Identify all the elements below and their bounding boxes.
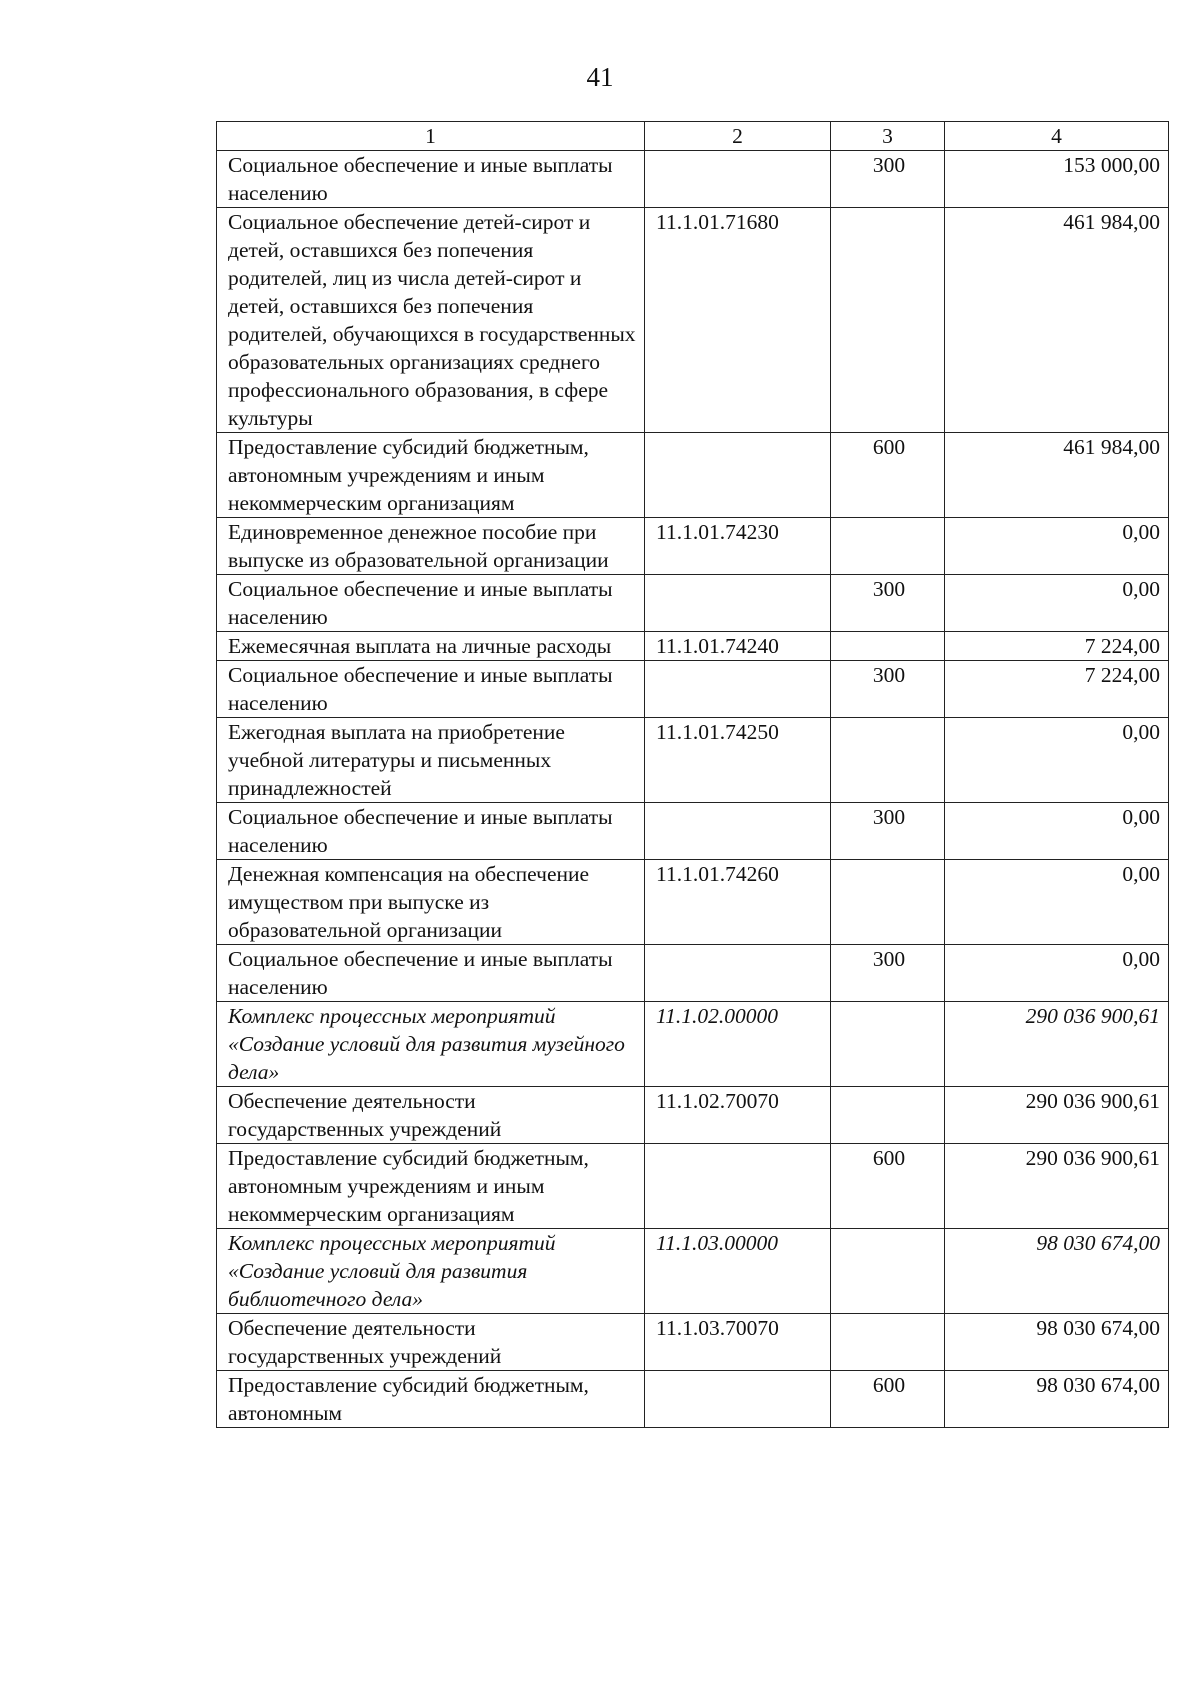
row-amount-cell: 7 224,00 — [945, 661, 1169, 718]
row-name-cell: Комплекс процессных мероприятий «Создание условий для развития музейного дела» — [217, 1002, 645, 1087]
row-amount-cell: 98 030 674,00 — [945, 1229, 1169, 1314]
row-code-cell: 11.1.02.70070 — [645, 1087, 831, 1144]
row-amount-cell: 0,00 — [945, 518, 1169, 575]
row-type-cell: 300 — [831, 151, 945, 208]
row-code-cell: 11.1.01.74240 — [645, 632, 831, 661]
row-amount-cell: 461 984,00 — [945, 433, 1169, 518]
row-amount-cell: 461 984,00 — [945, 208, 1169, 433]
header-row — [217, 122, 1169, 151]
row-name-cell: Предоставление субсидий бюджетным, автономным учреждениям и иным некоммерческим организациям — [217, 433, 645, 518]
row-type-cell — [831, 518, 945, 575]
row-type-cell — [831, 632, 945, 661]
row-amount-cell: 0,00 — [945, 718, 1169, 803]
row-amount-cell: 98 030 674,00 — [945, 1371, 1169, 1428]
row-code-cell: 11.1.01.74250 — [645, 718, 831, 803]
row-amount-cell: 0,00 — [945, 860, 1169, 945]
row-code-cell — [645, 803, 831, 860]
row-amount-cell: 153 000,00 — [945, 151, 1169, 208]
header-col-1: 1 — [217, 122, 645, 151]
table-row — [217, 1087, 1169, 1144]
row-type-cell: 600 — [831, 433, 945, 518]
row-name-cell: Социальное обеспечение и иные выплаты населению — [217, 151, 645, 208]
row-name-cell: Ежегодная выплата на приобретение учебной литературы и письменных принадлежностей — [217, 718, 645, 803]
table-row — [217, 860, 1169, 945]
table-row — [217, 632, 1169, 661]
table-row — [217, 208, 1169, 433]
header-col-3: 3 — [831, 122, 945, 151]
row-name-cell: Предоставление субсидий бюджетным, автономным — [217, 1371, 645, 1428]
row-type-cell: 300 — [831, 575, 945, 632]
table-row — [217, 718, 1169, 803]
row-type-cell: 300 — [831, 661, 945, 718]
row-name-cell: Ежемесячная выплата на личные расходы — [217, 632, 645, 661]
row-type-cell: 600 — [831, 1144, 945, 1229]
row-type-cell: 600 — [831, 1371, 945, 1428]
table-row — [217, 1229, 1169, 1314]
row-code-cell: 11.1.02.00000 — [645, 1002, 831, 1087]
row-code-cell: 11.1.03.00000 — [645, 1229, 831, 1314]
row-name-cell: Денежная компенсация на обеспечение имуществом при выпуске из образовательной организации — [217, 860, 645, 945]
row-type-cell: 300 — [831, 945, 945, 1002]
row-code-cell — [645, 1144, 831, 1229]
table-row — [217, 1314, 1169, 1371]
row-code-cell — [645, 661, 831, 718]
row-type-cell — [831, 208, 945, 433]
row-amount-cell: 290 036 900,61 — [945, 1087, 1169, 1144]
row-name-cell: Предоставление субсидий бюджетным, автономным учреждениям и иным некоммерческим организациям — [217, 1144, 645, 1229]
row-name-cell: Единовременное денежное пособие при выпуске из образовательной организации — [217, 518, 645, 575]
page-number: 41 — [586, 62, 614, 92]
row-name-cell: Комплекс процессных мероприятий «Создание условий для развития библиотечного дела» — [217, 1229, 645, 1314]
row-code-cell: 11.1.03.70070 — [645, 1314, 831, 1371]
row-name-cell: Обеспечение деятельности государственных учреждений — [217, 1314, 645, 1371]
table-row — [217, 945, 1169, 1002]
table-row — [217, 1002, 1169, 1087]
row-code-cell: 11.1.01.74230 — [645, 518, 831, 575]
row-amount-cell: 0,00 — [945, 945, 1169, 1002]
row-amount-cell: 7 224,00 — [945, 632, 1169, 661]
row-code-cell — [645, 1371, 831, 1428]
row-code-cell: 11.1.01.74260 — [645, 860, 831, 945]
table-row — [217, 661, 1169, 718]
table-row — [217, 575, 1169, 632]
row-code-cell — [645, 151, 831, 208]
row-amount-cell: 0,00 — [945, 575, 1169, 632]
row-code-cell — [645, 575, 831, 632]
table-row — [217, 433, 1169, 518]
row-amount-cell: 290 036 900,61 — [945, 1002, 1169, 1087]
row-name-cell: Социальное обеспечение и иные выплаты населению — [217, 575, 645, 632]
header-col-4: 4 — [945, 122, 1169, 151]
row-name-cell: Социальное обеспечение и иные выплаты населению — [217, 661, 645, 718]
row-amount-cell: 290 036 900,61 — [945, 1144, 1169, 1229]
row-name-cell: Социальное обеспечение и иные выплаты населению — [217, 945, 645, 1002]
row-code-cell — [645, 945, 831, 1002]
row-type-cell — [831, 1229, 945, 1314]
row-type-cell — [831, 1314, 945, 1371]
row-name-cell: Социальное обеспечение и иные выплаты населению — [217, 803, 645, 860]
header-col-2: 2 — [645, 122, 831, 151]
table-row — [217, 1144, 1169, 1229]
row-type-cell — [831, 718, 945, 803]
table-row — [217, 518, 1169, 575]
row-type-cell — [831, 1087, 945, 1144]
table-row — [217, 803, 1169, 860]
row-name-cell: Социальное обеспечение детей-сирот и детей, оставшихся без попечения родителей, лиц из числа детей-сирот и детей, оставшихся без попечения родителей, обучающихся в государственных образовательных организациях среднего профессионального образования, в сфере культуры — [217, 208, 645, 433]
row-code-cell: 11.1.01.71680 — [645, 208, 831, 433]
row-code-cell — [645, 433, 831, 518]
table-row — [217, 151, 1169, 208]
row-type-cell: 300 — [831, 803, 945, 860]
row-type-cell — [831, 860, 945, 945]
row-name-cell: Обеспечение деятельности государственных учреждений — [217, 1087, 645, 1144]
row-type-cell — [831, 1002, 945, 1087]
budget-table — [216, 121, 1169, 1428]
row-amount-cell: 0,00 — [945, 803, 1169, 860]
table-row — [217, 1371, 1169, 1428]
row-amount-cell: 98 030 674,00 — [945, 1314, 1169, 1371]
